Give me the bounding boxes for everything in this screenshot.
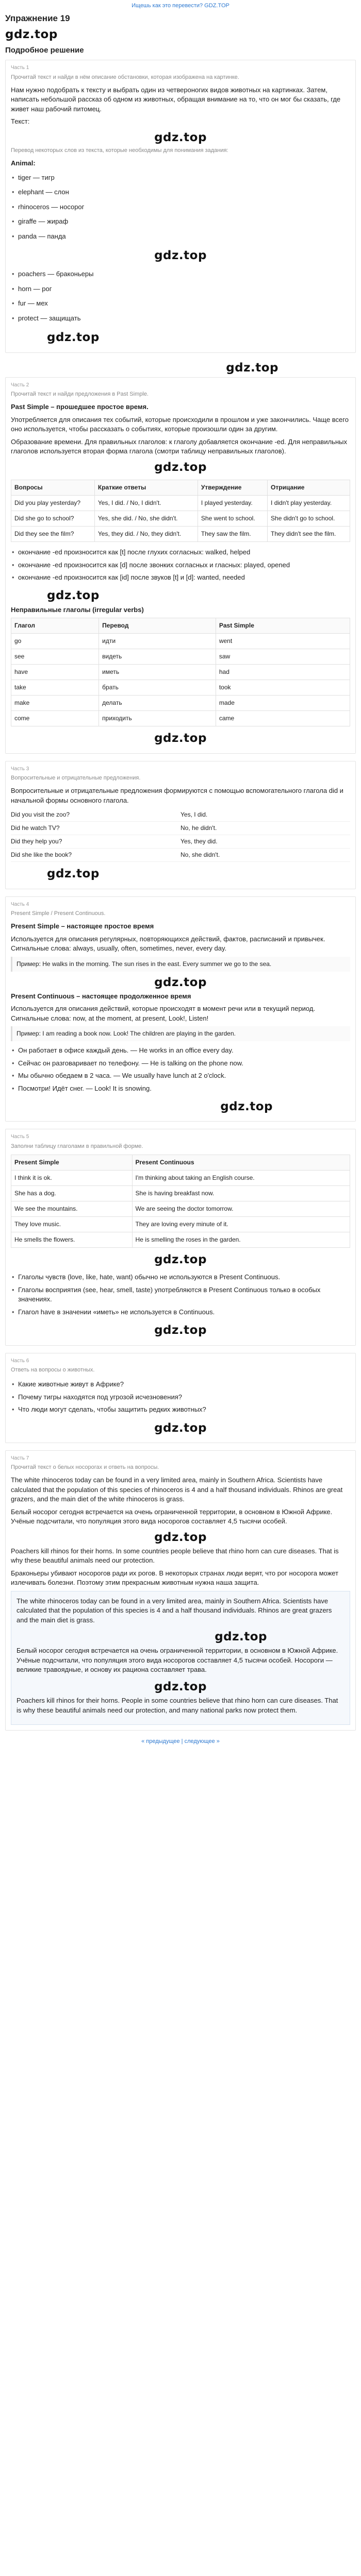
table-row: [11, 711, 350, 726]
paragraph: Poachers kill rhinos for their horns. People in some countries believe that rhino horn can cure diseases. That is why these beautiful animals need our protection, and many national parks now protect them.: [17, 1697, 338, 1714]
compare-table: [11, 1155, 350, 1248]
qa-row: [11, 822, 350, 835]
table-cell: have: [11, 665, 99, 680]
table-header: Present Simple: [11, 1155, 133, 1170]
paragraph: Используется для описания регулярных, повторяющихся действий, фактов, расписаний и привычек. Сигнальные слова: always, usually, often, sometimes, never, every day.: [11, 935, 325, 953]
exercise-title: Упражнение 19: [5, 13, 70, 23]
watermark: gdz.top: [154, 732, 207, 745]
table-row: [11, 527, 350, 542]
qa-list: [11, 808, 350, 862]
table-cell: Yes, they did. / No, they didn't.: [94, 527, 198, 542]
watermark: gdz.top: [215, 1630, 267, 1644]
table-cell: took: [216, 680, 350, 696]
solution-part-1: [5, 60, 356, 352]
watermark: gdz.top: [154, 460, 207, 474]
answer: Yes, they did.: [180, 838, 218, 845]
example-item: • Посмотри! Идёт снег. — Look! It is snowing.: [11, 1082, 350, 1095]
table-cell: We see the mountains.: [11, 1201, 133, 1217]
rule-item: • Глагол have в значении «иметь» не используется в Continuous.: [11, 1306, 350, 1318]
table-cell: They are loving every minute of it.: [132, 1217, 350, 1232]
pager-separator: |: [179, 1738, 185, 1744]
table-cell: Did they see the film?: [11, 527, 95, 542]
example-block: Пример: He walks in the morning. The sun rises in the east. Every summer we go to the sea.: [11, 957, 350, 972]
qa-row: [11, 808, 350, 822]
question-item: • Что люди могут сделать, чтобы защитить редких животных?: [11, 1403, 350, 1416]
solution-subtitle: Подробное решение: [5, 46, 84, 55]
vocab-item: • protect — защищать: [11, 311, 350, 326]
solution-part-6: [5, 1353, 356, 1443]
answer: Yes, I did.: [180, 811, 208, 819]
watermark: gdz.top: [5, 27, 58, 41]
solution-part-2: [5, 377, 356, 754]
paragraph: Нам нужно подобрать к тексту и выбрать один из четвероногих видов животных на картинках. Затем, написать небольшой рассказ об одном из животных, обращая внимание на то, что он мог бы сказать, где живет наш рабочий питомец.: [11, 86, 341, 113]
table-row: [11, 649, 350, 665]
tense-table: [11, 480, 350, 542]
paragraph: Poachers kill rhinos for their horns. In some countries people believe that rhino horn can cure diseases. That is why these beautiful animals need our protection.: [11, 1547, 339, 1565]
table-cell: делать: [99, 696, 216, 711]
table-cell: They didn't see the film.: [268, 527, 350, 542]
part-label: Часть 2: [11, 382, 29, 388]
table-cell: saw: [216, 649, 350, 665]
table-header: Вопросы: [11, 480, 95, 495]
table-cell: Did she go to school?: [11, 511, 95, 527]
paragraph: Употребляется для описания тех событий, которые происходили в прошлом и уже закончились. Чаще всего оно используется, чтобы рассказать о событиях, которые произошли один за другим.: [11, 415, 349, 433]
part-label: Часть 6: [11, 1358, 29, 1364]
table-header: Перевод: [99, 618, 216, 634]
part-label: Часть 4: [11, 901, 29, 907]
paragraph: The white rhinoceros today can be found in a very limited area, mainly in Southern Africa. Scientists have calculated that the population of this species of rhinoceros is 4 and a half thousand individuals. Rhinos are great grazers, and the main diet of the white rhinoceros is grass.: [11, 1476, 343, 1503]
table-cell: They love music.: [11, 1217, 133, 1232]
question-item: • Почему тигры находятся под угрозой исчезновения?: [11, 1391, 350, 1403]
section-title: Present Continuous – настоящее продолженное время: [11, 992, 191, 1000]
watermark: gdz.top: [154, 249, 207, 263]
example-block: Пример: I am reading a book now. Look! The children are playing in the garden.: [11, 1026, 350, 1041]
section-title: Present Simple – настоящее простое время: [11, 922, 154, 930]
table-cell: She didn't go to school.: [268, 511, 350, 527]
table-row: [11, 1171, 350, 1186]
table-cell: иметь: [99, 665, 216, 680]
task-text: Present Simple / Present Continuous.: [11, 910, 106, 917]
watermark: gdz.top: [154, 1530, 207, 1544]
table-cell: She is having breakfast now.: [132, 1186, 350, 1201]
irregular-verbs-table: [11, 618, 350, 726]
rule-item: • Глаголы чувств (love, like, hate, want) обычно не используются в Present Continuous.: [11, 1271, 350, 1283]
table-cell: He is smelling the roses in the garden.: [132, 1232, 350, 1248]
part-label: Часть 1: [11, 65, 29, 71]
top-banner-link[interactable]: Ищешь как это перевести? GDZ.TOP: [132, 3, 229, 9]
pronunciation-rules: [11, 546, 350, 584]
table-row: [11, 680, 350, 696]
table-cell: Did you play yesterday?: [11, 496, 95, 511]
table-cell: had: [216, 665, 350, 680]
vocab-item: • tiger — тигр: [11, 171, 350, 185]
table-cell: Yes, she did. / No, she didn't.: [94, 511, 198, 527]
table-cell: take: [11, 680, 99, 696]
table-cell: Yes, I did. / No, I didn't.: [94, 496, 198, 511]
part-label: Часть 7: [11, 1455, 29, 1461]
vocab-list: [11, 171, 350, 244]
watermark: gdz.top: [154, 1324, 207, 1337]
table-cell: приходить: [99, 711, 216, 726]
table-cell: I'm thinking about taking an English course.: [132, 1171, 350, 1186]
table-cell: go: [11, 634, 99, 649]
watermark: gdz.top: [154, 975, 207, 989]
vocab-item: • elephant — слон: [11, 185, 350, 199]
table-cell: видеть: [99, 649, 216, 665]
paragraph: The white rhinoceros today can be found in a very limited area, mainly in Southern Africa. Scientists have calculated that the population of this species is 4 and a half thousand individuals. Rhinos are great grazers and the main diet is grass.: [17, 1597, 332, 1624]
table-row: [11, 665, 350, 680]
watermark: gdz.top: [220, 1100, 273, 1114]
table-row: [11, 1232, 350, 1248]
table-header: Краткие ответы: [94, 480, 198, 495]
rule-item: • Глаголы восприятия (see, hear, smell, taste) употребляются в Present Continuous только в особых значениях.: [11, 1284, 350, 1306]
solution-part-7: [5, 1450, 356, 1731]
task-text: Ответь на вопросы о животных.: [11, 1366, 95, 1373]
table-row: [11, 696, 350, 711]
table-cell: make: [11, 696, 99, 711]
paragraph: Текст:: [11, 117, 30, 126]
task-text: Вопросительные и отрицательные предложения.: [11, 774, 141, 781]
example-item: • Мы обычно обедаем в 2 часа. — We usually have lunch at 2 o'clock.: [11, 1070, 350, 1082]
watermark: gdz.top: [47, 867, 100, 881]
example-list: [11, 1044, 350, 1095]
example-item: • Сейчас он разговаривает по телефону. — He is talking on the phone now.: [11, 1057, 350, 1070]
vocab-item: • panda — панда: [11, 229, 350, 244]
watermark: gdz.top: [226, 361, 278, 375]
table-cell: see: [11, 649, 99, 665]
table-cell: брать: [99, 680, 216, 696]
table-header: Отрицание: [268, 480, 350, 495]
part-label: Часть 3: [11, 766, 29, 772]
section-title: Past Simple – прошедшее простое время.: [11, 403, 149, 411]
table-header: Past Simple: [216, 618, 350, 634]
table-row: [11, 511, 350, 527]
question: Did you visit the zoo?: [11, 811, 70, 819]
task-text: Заполни таблицу глаголами в правильной форме.: [11, 1143, 143, 1149]
vocab-item: • rhinoceros — носорог: [11, 200, 350, 214]
paragraph: Образование времени. Для правильных глаголов: к глаголу добавляется окончание -ed. Для неправильных глаголов используется вторая форма глагола (смотри таблицу неправильных глаголов).: [11, 437, 347, 455]
table-header: Утверждение: [198, 480, 267, 495]
table-cell: came: [216, 711, 350, 726]
table-row: [11, 1186, 350, 1201]
vocab-item: • giraffe — жираф: [11, 214, 350, 229]
paragraph: Вопросительные и отрицательные предложения формируются с помощью вспомогательного глагола did и начальной формы основного глагола.: [11, 787, 343, 804]
next-link[interactable]: следующее »: [184, 1738, 220, 1744]
paragraph: Белый носорог сегодня встречается на очень ограниченной территории, в основном в Южной Африке. Учёные подсчитали, что популяция этого вида носорогов составляет 4,5 тысячи особей.: [11, 1507, 333, 1526]
watermark: gdz.top: [154, 1253, 207, 1267]
table-row: [11, 1201, 350, 1217]
watermark: gdz.top: [47, 331, 100, 345]
paragraph: Браконьеры убивают носорогов ради их рогов. В некоторых странах люди верят, что рог носорога может излечивать болезни. Поэтому этим прекрасным животным нужна наша защита.: [11, 1569, 339, 1587]
watermark: gdz.top: [154, 130, 207, 144]
table-row: [11, 496, 350, 511]
table-cell: come: [11, 711, 99, 726]
question: Did she like the book?: [11, 851, 72, 859]
solution-part-3: [5, 761, 356, 889]
watermark: gdz.top: [47, 589, 100, 603]
pagination: [5, 1738, 356, 1746]
table-cell: She has a dog.: [11, 1186, 133, 1201]
task-text: Прочитай текст о белых носорогах и ответь на вопросы.: [11, 1464, 159, 1470]
answer: No, he didn't.: [180, 824, 217, 832]
table-row: [11, 634, 350, 649]
paragraph: Белый носорог сегодня встречается на очень ограниченной территории, в основном в Южной Африке. Учёные подсчитали, что популяция этого вида носорогов составляет 4,5 тысячи особей. Носороги — великие травоядные, и основу их рациона составляет трава.: [17, 1647, 338, 1674]
task-text: Прочитай текст и найди предложения в Past Simple.: [11, 391, 149, 398]
vocab-heading: Animal:: [11, 159, 36, 167]
solution-part-4: [5, 896, 356, 1122]
qa-row: [11, 849, 350, 862]
table-cell: I think it is ok.: [11, 1171, 133, 1186]
vocab-list-continued: [11, 267, 350, 326]
question: Did they help you?: [11, 838, 62, 845]
example-item: • Он работает в офисе каждый день. — He works in an office every day.: [11, 1044, 350, 1057]
table-cell: She went to school.: [198, 511, 267, 527]
rule-item: • окончание -ed произносится как [d] после звонких согласных и гласных: played, opened: [11, 559, 350, 571]
rules-list: [11, 1271, 350, 1318]
table-header: Глагол: [11, 618, 99, 634]
table-row: [11, 1217, 350, 1232]
table-cell: He smells the flowers.: [11, 1232, 133, 1248]
table-cell: идти: [99, 634, 216, 649]
questions-list: [11, 1378, 350, 1416]
top-banner: [5, 2, 356, 10]
table-cell: We are seeing the doctor tomorrow.: [132, 1201, 350, 1217]
prev-link[interactable]: « предыдущее: [141, 1738, 180, 1744]
vocab-item: • horn — рог: [11, 282, 350, 296]
task-text: Прочитай текст и найди в нём описание обстановки, которая изображена на картинке.: [11, 74, 239, 80]
question-item: • Какие животные живут в Африке?: [11, 1378, 350, 1391]
table-cell: went: [216, 634, 350, 649]
vocab-item: • fur — мех: [11, 296, 350, 311]
vocab-item: • poachers — браконьеры: [11, 267, 350, 281]
table-cell: I played yesterday.: [198, 496, 267, 511]
question: Did he watch TV?: [11, 824, 60, 832]
table-cell: I didn't play yesterday.: [268, 496, 350, 511]
table-cell: They saw the film.: [198, 527, 267, 542]
table-header: Present Continuous: [132, 1155, 350, 1170]
watermark: gdz.top: [154, 1680, 207, 1693]
rule-item: • окончание -ed произносится как [id] после звуков [t] и [d]: wanted, needed: [11, 571, 350, 584]
answer: No, she didn't.: [180, 851, 220, 859]
rule-item: • окончание -ed произносится как [t] после глухих согласных: walked, helped: [11, 546, 350, 558]
part-label: Часть 5: [11, 1134, 29, 1140]
solution-part-5: [5, 1129, 356, 1345]
qa-row: [11, 835, 350, 849]
final-answer-block: [11, 1591, 350, 1725]
table-cell: made: [216, 696, 350, 711]
watermark: gdz.top: [154, 1421, 207, 1435]
vocab-title: Перевод некоторых слов из текста, которые необходимы для понимания задания:: [11, 147, 228, 154]
irregular-title: Неправильные глаголы (irregular verbs): [11, 605, 144, 614]
paragraph: Используется для описания действий, которые происходят в момент речи или в текущий период. Сигнальные слова: now, at the moment, at present, Look!, Listen!: [11, 1005, 316, 1022]
